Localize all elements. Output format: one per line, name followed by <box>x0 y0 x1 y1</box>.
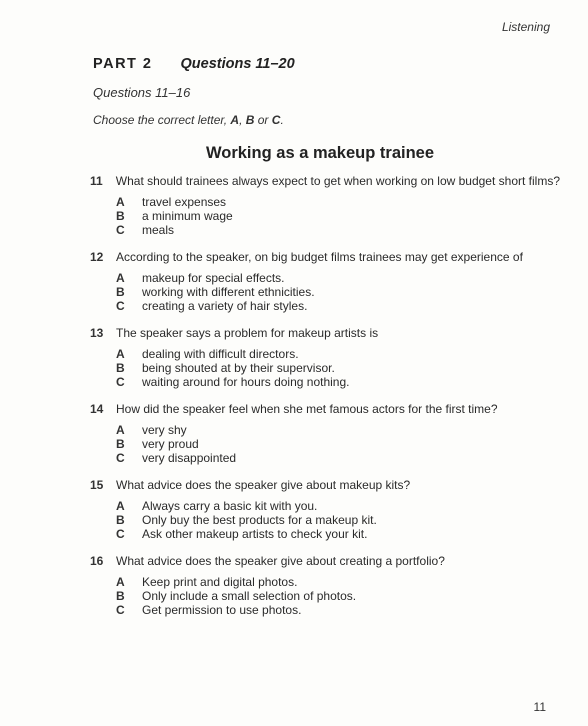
question-number: 13 <box>90 326 104 340</box>
option-text: Only include a small selection of photos. <box>142 589 357 603</box>
part-heading <box>93 56 295 72</box>
question-number: 12 <box>90 250 104 264</box>
option-text: Always carry a basic kit with you. <box>142 499 318 513</box>
page-number: 11 <box>533 700 546 714</box>
option-text: very shy <box>142 423 187 437</box>
instructions <box>93 113 284 127</box>
option-a <box>116 575 560 589</box>
option-letter: A <box>116 499 125 513</box>
option-letter: B <box>116 361 125 375</box>
option-b <box>116 361 560 375</box>
instruction-letter-c: C <box>271 113 281 127</box>
question-head <box>90 402 560 417</box>
instruction-suffix: . <box>280 113 284 127</box>
option-c <box>116 375 560 389</box>
part-question-range: Questions 11–20 <box>180 56 295 72</box>
question-number: 11 <box>90 174 103 188</box>
option-letter: C <box>116 299 125 313</box>
option-a <box>116 347 560 361</box>
section-header: Listening <box>501 20 550 34</box>
option-letter: C <box>116 223 125 237</box>
subsection-range: Questions 11–16 <box>93 85 191 100</box>
option-list <box>90 423 560 465</box>
question-list <box>90 174 560 630</box>
option-letter: A <box>116 575 125 589</box>
option-letter: C <box>116 527 125 541</box>
option-text: Keep print and digital photos. <box>142 575 298 589</box>
question-text: How did the speaker feel when she met famous actors for the first time? <box>116 402 498 416</box>
option-text: creating a variety of hair styles. <box>142 299 308 313</box>
question-text: The speaker says a problem for makeup artists is <box>116 326 379 340</box>
question-number: 15 <box>90 478 104 492</box>
option-a <box>116 499 560 513</box>
question-16 <box>90 554 560 617</box>
option-text: working with different ethnicities. <box>142 285 315 299</box>
question-text: What advice does the speaker give about makeup kits? <box>116 478 411 492</box>
section-title: Working as a makeup trainee <box>205 144 435 162</box>
option-letter: C <box>116 603 125 617</box>
question-number: 16 <box>90 554 104 568</box>
option-text: Ask other makeup artists to check your kit. <box>142 527 368 541</box>
question-12 <box>90 250 560 313</box>
option-c <box>116 451 560 465</box>
option-b <box>116 209 560 223</box>
instruction-sep-2: or <box>254 113 272 127</box>
option-text: Get permission to use photos. <box>142 603 302 617</box>
question-head <box>90 554 560 569</box>
question-text: What advice does the speaker give about creating a portfolio? <box>116 554 445 568</box>
question-14 <box>90 402 560 465</box>
question-text: According to the speaker, on big budget films trainees may get experience of <box>116 250 523 264</box>
option-text: waiting around for hours doing nothing. <box>142 375 350 389</box>
question-head <box>90 478 560 493</box>
option-text: dealing with difficult directors. <box>142 347 299 361</box>
option-letter: A <box>116 347 125 361</box>
option-a <box>116 271 560 285</box>
option-letter: B <box>116 285 125 299</box>
option-list <box>90 499 560 541</box>
part-label: PART 2 <box>93 56 153 72</box>
option-text: meals <box>142 223 175 237</box>
question-head <box>90 250 560 265</box>
option-a <box>116 423 560 437</box>
question-text: What should trainees always expect to get when working on low budget short films? <box>115 174 560 188</box>
option-text: Only buy the best products for a makeup kit. <box>142 513 377 527</box>
option-letter: B <box>116 589 125 603</box>
option-list <box>90 195 560 237</box>
option-letter: A <box>116 423 125 437</box>
option-b <box>116 285 560 299</box>
instruction-sep-1: , <box>239 113 246 127</box>
option-letter: C <box>116 375 125 389</box>
option-c <box>116 299 560 313</box>
option-text: a minimum wage <box>142 209 233 223</box>
option-letter: A <box>116 271 125 285</box>
option-b <box>116 589 560 603</box>
option-text: being shouted at by their supervisor. <box>142 361 335 375</box>
instruction-letter-a: A <box>230 113 240 127</box>
option-c <box>116 527 560 541</box>
option-list <box>90 271 560 313</box>
question-15 <box>90 478 560 541</box>
option-list <box>90 575 560 617</box>
question-head <box>90 326 560 341</box>
option-letter: A <box>116 195 125 209</box>
question-head <box>90 174 560 189</box>
option-a <box>116 195 560 209</box>
instruction-letter-b: B <box>245 113 255 127</box>
option-text: very disappointed <box>142 451 237 465</box>
option-c <box>116 223 560 237</box>
option-list <box>90 347 560 389</box>
option-letter: C <box>116 451 125 465</box>
question-11 <box>90 174 560 237</box>
question-13 <box>90 326 560 389</box>
option-b <box>116 513 560 527</box>
option-b <box>116 437 560 451</box>
option-text: very proud <box>142 437 199 451</box>
option-text: travel expenses <box>142 195 227 209</box>
option-text: makeup for special effects. <box>142 271 285 285</box>
option-c <box>116 603 560 617</box>
instruction-prefix: Choose the correct letter, <box>93 113 231 127</box>
option-letter: B <box>116 437 125 451</box>
question-number: 14 <box>90 402 104 416</box>
option-letter: B <box>116 209 125 223</box>
option-letter: B <box>116 513 125 527</box>
